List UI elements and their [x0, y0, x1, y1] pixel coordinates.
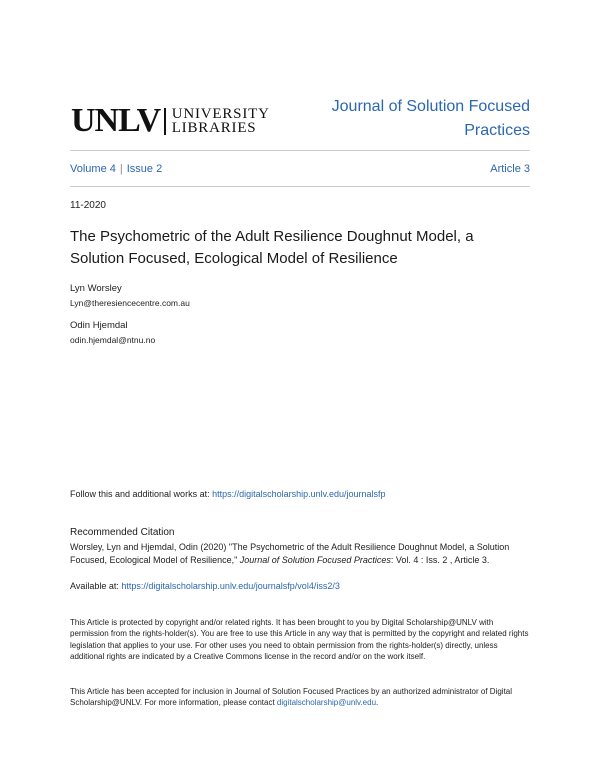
citation-heading: Recommended Citation	[70, 527, 175, 538]
article-title: The Psychometric of the Adult Resilience Doughnut Model, a Solution Focused, Ecological Model of Resilience	[70, 228, 474, 267]
available-at-line	[70, 580, 530, 593]
acceptance-end: .	[376, 698, 379, 708]
logo-subtitle-line2: LIBRARIES	[171, 120, 257, 136]
author-block	[70, 282, 190, 310]
follow-works-link[interactable]: https://digitalscholarship.unlv.edu/journalsfp	[212, 489, 386, 499]
header-divider-top	[70, 150, 530, 151]
author-name: Odin Hjemdal	[70, 320, 128, 331]
issue-info-row	[70, 161, 530, 177]
author-block	[70, 319, 155, 347]
author-email: odin.hjemdal@ntnu.no	[70, 335, 156, 345]
issue-separator: |	[119, 163, 123, 175]
unlv-libraries-logo[interactable]	[71, 104, 270, 138]
volume-link[interactable]: Volume 4	[70, 163, 116, 175]
citation-text	[70, 541, 532, 567]
journal-title-link[interactable]: Journal of Solution Focused Practices	[331, 98, 530, 139]
follow-text: Follow this and additional works at:	[70, 489, 213, 499]
acceptance-statement	[70, 686, 532, 709]
citation-part1: Worsley, Lyn and Hjemdal, Odin (2020) "The Psychometric of the Adult Resilience Doughnut Model, a Solution Focused, Ecological Model of Resilience,"	[70, 542, 510, 565]
available-label: Available at:	[70, 581, 122, 591]
logo-divider	[164, 108, 166, 135]
citation-journal: Journal of Solution Focused Practices	[239, 555, 391, 565]
author-name: Lyn Worsley	[70, 283, 122, 294]
article-url-link[interactable]: https://digitalscholarship.unlv.edu/journalsfp/vol4/iss2/3	[121, 581, 340, 591]
header-divider-bottom	[70, 186, 530, 187]
acceptance-text: This Article has been accepted for inclusion in Journal of Solution Focused Practices by an authorized administrator of Digital Scholarship@UNLV. For more information, please contact	[70, 687, 513, 708]
issue-link[interactable]: Issue 2	[126, 163, 163, 175]
article-number-link[interactable]: Article 3	[490, 163, 530, 175]
follow-works-line	[70, 487, 530, 501]
citation-part2: : Vol. 4 : Iss. 2 , Article 3.	[390, 555, 490, 565]
logo-wordmark: UNLV	[71, 102, 161, 139]
rights-statement: This Article is protected by copyright and/or related rights. It has been brought to you by Digital Scholarship@UNLV with permission from the rights-holder(s). You are free to use this Article in any way that is permitted by the copyright and related rights legislation that applies to your use. For other uses you need to obtain permission from the rights-holder(s) directly, unless additional rights are indicated by a Creative Commons license in the record and/or on the work itself.	[70, 618, 529, 661]
logo-subtitle-line1: UNIVERSITY	[171, 106, 270, 122]
contact-email-link[interactable]: digitalscholarship@unlv.edu	[276, 698, 377, 708]
publication-date: 11-2020	[70, 200, 106, 211]
logo-subtitle	[172, 107, 270, 135]
author-email: Lyn@theresiencecentre.com.au	[70, 298, 190, 308]
